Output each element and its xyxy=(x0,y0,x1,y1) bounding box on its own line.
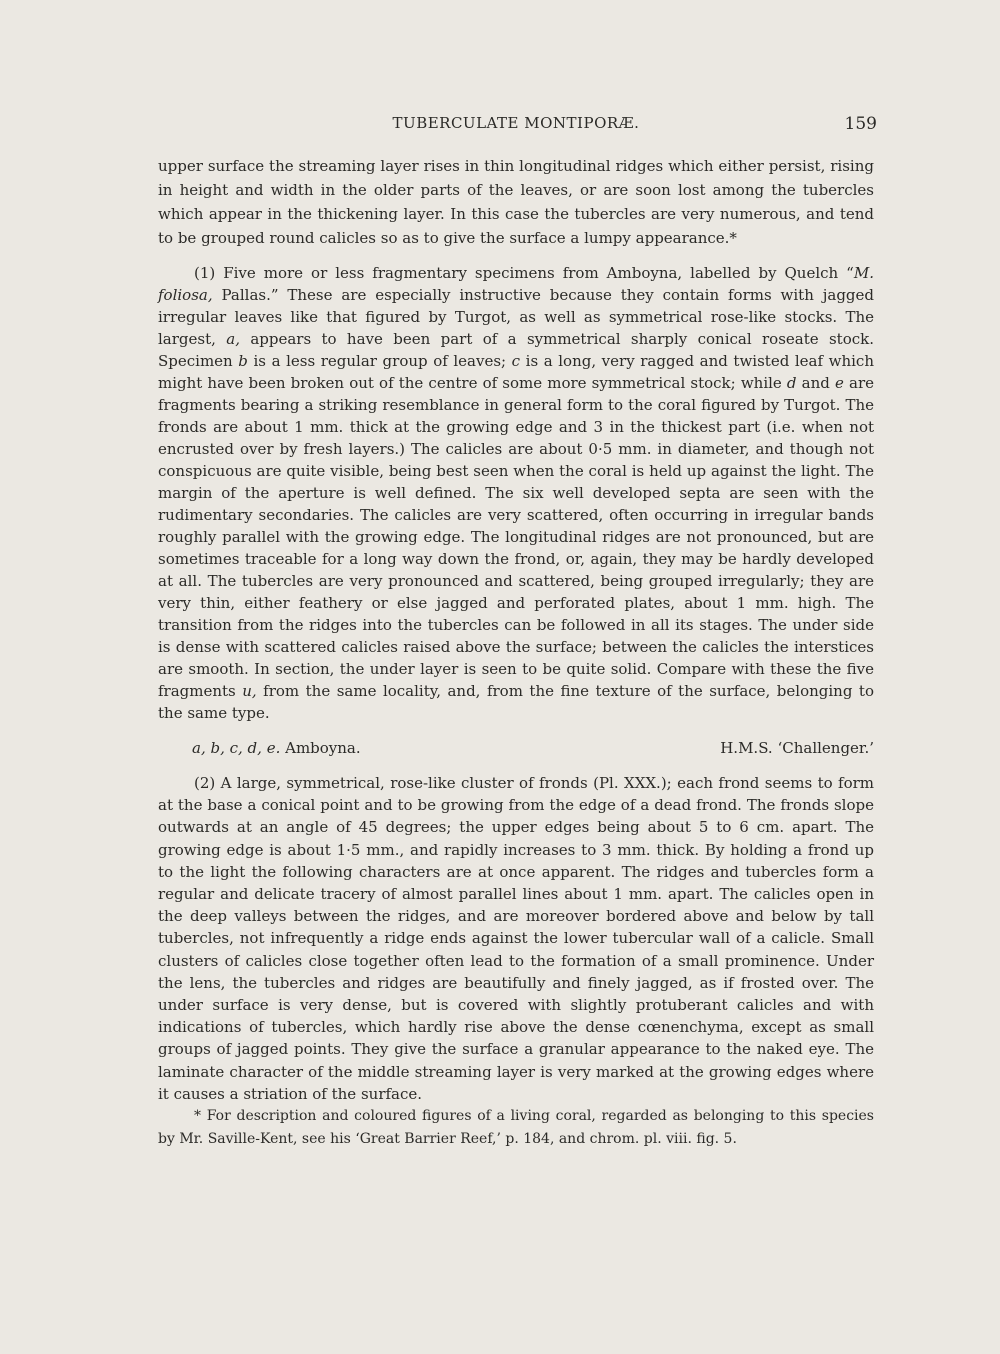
page-number: 159 xyxy=(844,114,877,134)
section-2-paragraph: (2) A large, symmetrical, rose-like cluster of fronds (Pl. XXX.); each frond seems to form at the base a conical point and to be growing from the edge of a dead frond. The fronds slope outwards at an angle of 45 degrees; the upper edges being about 5 to 6 cm. apart. The growing edge is about 1·5 mm., and rapidly increases to 3 mm. thick. By holding a frond up to the light the following characters are at once apparent. The ridges and tubercles form a regular and delicate tracery of almost parallel lines about 1 mm. apart. The calicles open in the deep valleys between the ridges, and are moreover bordered above and below by tall tubercles, not infrequently a ridge ends against the lower tubercular wall of a calicle. Small clusters of calicles close together often lead to the formation of a small prominence. Under the lens, the tubercles and ridges are beautifully and finely jagged, as if frosted over. The under surface is very dense, but is covered with slightly protuberant calicles and with indications of tubercles, which hardly rise above the dense cœnenchyma, except as small groups of jagged points. They give the surface a granular appearance to the naked eye. The laminate character of the middle streaming layer is very marked at the growing edges where it causes a striation of the surface. xyxy=(158,774,874,1103)
continuation-paragraph: upper surface the streaming layer rises in thin longitudinal ridges which either persist, rising in height and width in the older parts of the leaves, or are soon lost among the tubercles which appear in the thickening layer. In this case the tubercles are very numerous, and tend to be grouped round calicles so as to give the surface a lumpy appearance.* xyxy=(158,157,874,247)
page-header xyxy=(155,114,877,140)
specimen-locality: Amboyna. xyxy=(280,739,361,757)
specimen-letters: a, b, c, d, e. xyxy=(192,739,281,757)
running-title: TUBERCULATE MONTIPORÆ. xyxy=(392,114,640,132)
specimen-line xyxy=(158,736,874,760)
page-body xyxy=(158,154,874,1151)
footnote: * For description and coloured figures of a living coral, regarded as belonging to this species by Mr. Saville-Kent, see his ‘Great Barrier Reef,’ p. 184, and chrom. pl. viii. fig. 5. xyxy=(158,1108,874,1148)
species-name: M. foliosa, xyxy=(158,264,874,304)
specimen-source: H.M.S. ‘Challenger.’ xyxy=(720,739,874,757)
section-1-paragraph: (1) Five more or less fragmentary specimens from Amboyna, labelled by Quelch “M. foliosa, Pallas.” These are especially instructive because they contain forms with jagged irregular leaves like that figured by Turgot, as well as symmetrical rose-like stocks. The largest, a, appears to have been part of a symmetrical sharply conical roseate stock. Specimen b is a less regular group of leaves; c is a long, very ragged and twisted leaf which might have been broken out of the centre of some more symmetrical stock; while d and e are fragments bearing a striking resemblance in general form to the coral figured by Turgot. The fronds are about 1 mm. thick at the growing edge and 3 in the thickest part (i.e. when not encrusted over by fresh layers.) The calicles are about 0·5 mm. in diameter, and though not conspicuous are quite visible, being best seen when the coral is held up against the light. The margin of the aperture is well defined. The six well developed septa are seen with the rudimentary secondaries. The calicles are very scattered, often occurring in irregular bands roughly parallel with the growing edge. The longitudinal ridges are not pronounced, but are sometimes traceable for a long way down the frond, or, again, they may be hardly developed at all. The tubercles are very pronounced and scattered, being grouped irregularly; they are very thin, either feathery or else jagged and perforated plates, about 1 mm. high. The transition from the ridges into the tubercles can be followed in all its stages. The under side is dense with scattered calicles raised above the surface; between the calicles the interstices are smooth. In section, the under layer is seen to be quite solid. Compare with these the five fragments u, from the same locality, and, from the fine texture of the surface, belonging to the same type. xyxy=(158,264,875,722)
